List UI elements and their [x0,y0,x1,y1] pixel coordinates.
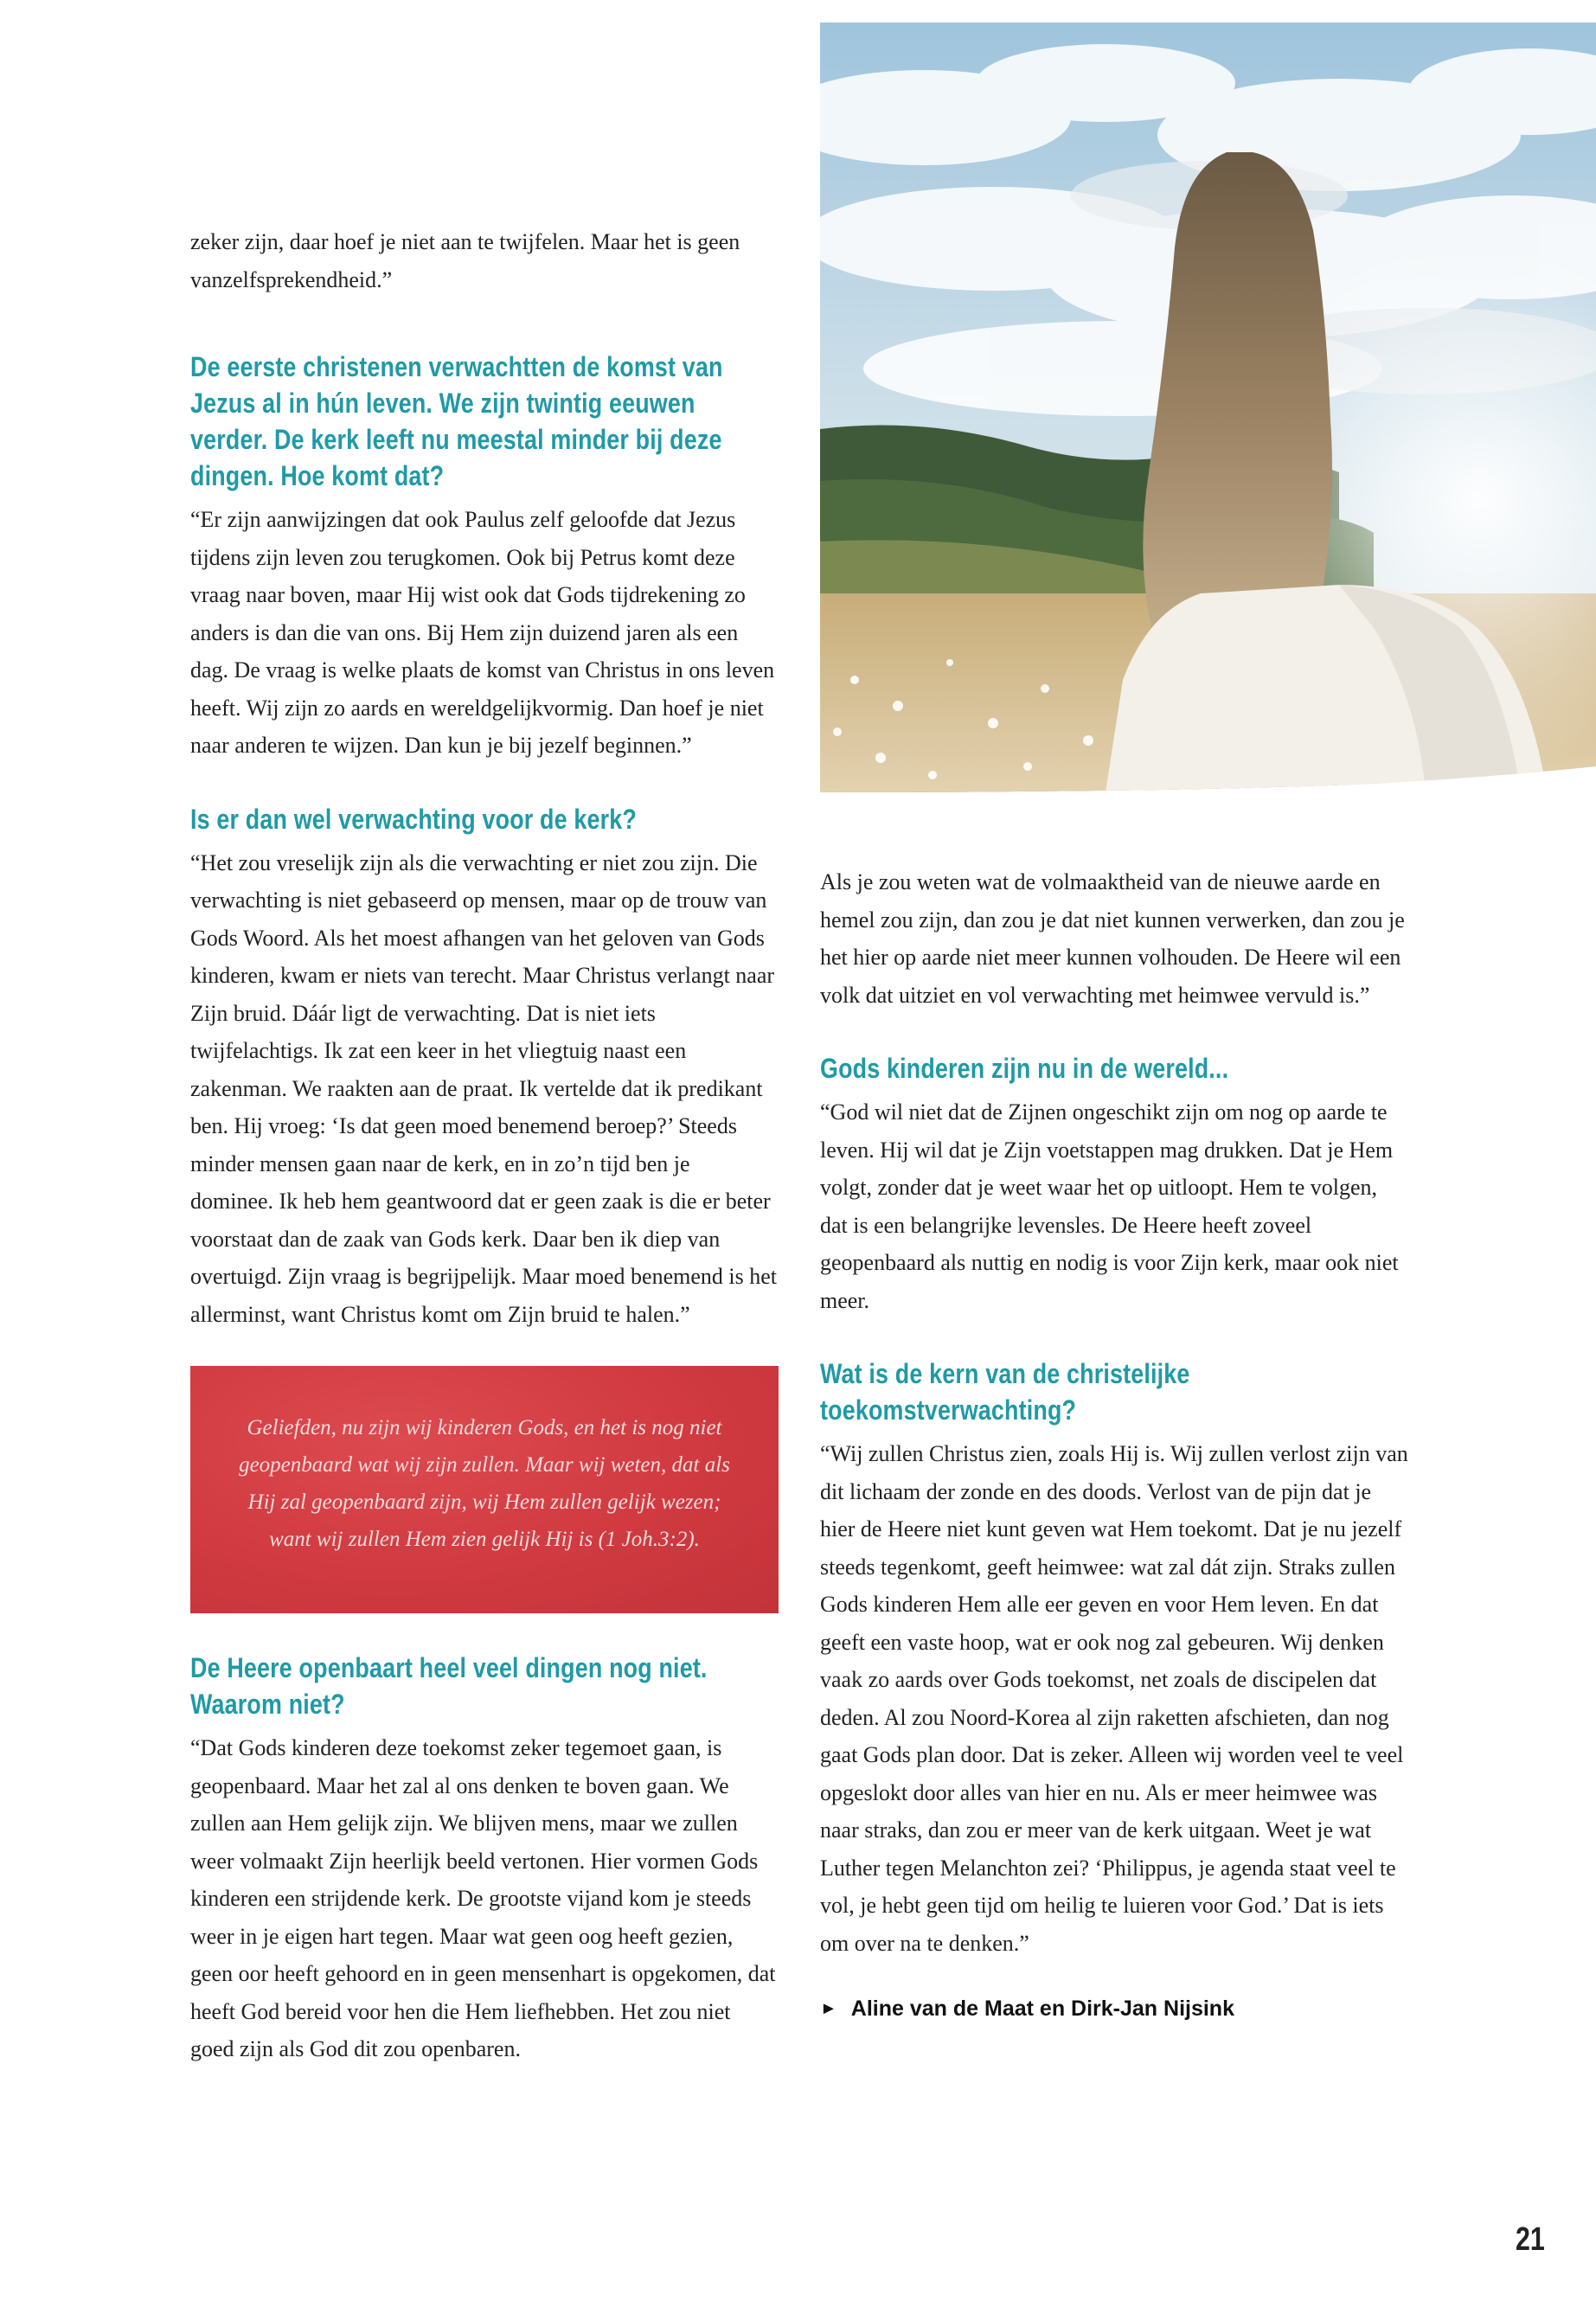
bible-quote: Geliefden, nu zijn wij kinderen Gods, en het is nog niet geopenbaard wat wij zijn zullen. Maar wij weten, dat als Hij zal geopenbaard zijn, wij Hem zullen gelijk wezen; want wij zullen Hem zien gelijk Hij is (1 Joh.3:2). [239,1416,730,1551]
question-heading: De eerste christenen verwachtten de komst van Jezus al in hún leven. We zijn twintig eeuwen verder. De kerk leeft nu meestal minder bij deze dingen. Hoe komt dat? [190,351,723,491]
paragraph: “Dat Gods kinderen deze toekomst zeker tegemoet gaan, is geopenbaard. Maar het zal al ons denken te boven gaan. We zullen aan Hem gelijk zijn. We blijven mens, maar we zullen weer volmaakt Zijn heerlijk beeld vertonen. Hier vormen Gods kinderen een strijdende kerk. De grootste vijand kom je steeds weer in je eigen hart tegen. Maar wat geen oog heeft gezien, geen oor heeft gehoord en in geen mensenhart is opgekomen, dat heeft God bereid voor hen die Hem liefhebben. Het zou niet goed zijn als God dit zou openbaren. [190,1735,776,2061]
paragraph: zeker zijn, daar hoef je niet aan te twijfelen. Maar het is geen vanzelfsprekendheid.” [190,229,740,292]
paragraph: “Wij zullen Christus zien, zoals Hij is. Wij zullen verlost zijn van dit lichaam der zonde en des doods. Verlost van de pijn dat je hier de Heere niet kunt geven wat Hem toekomt. Dat je nu jezelf steeds tegenkomt, geeft heimwee: wat zal dát zijn. Straks zullen Gods kinderen Hem alle eer geven en voor Hem leven. En dat geeft een vaste hoop, wat er ook nog zal gebeuren. Wij denken vaak zo aards over Gods toekomst, net zoals de discipelen dat deden. Al zou Noord-Korea al zijn raketten afschieten, dan nog gaat Gods plan door. Dat is zeker. Alleen wij worden veel te veel opgeslokt door alles van hier en nu. Als er meer heimwee was naar straks, dan zou er meer van de kerk uitgaan. Weet je wat Luther tegen Melanchton zei? ‘Philippus, je agenda staat veel te vol, je hebt geen tijd om heilig te luieren voor God.’ Dat is iets om over na te denken.” [820,1441,1408,1956]
right-column [820,863,1408,2022]
paragraph: “Het zou vreselijk zijn als die verwachting er niet zou zijn. Die verwachting is niet gebaseerd op mensen, maar op de trouw van Gods Woord. Als het moest afhangen van het geloven van Gods kinderen, kwam er niets van terecht. Maar Christus verlangt naar Zijn bruid. Dáár ligt de verwachting. Dat is niet iets twijfelachtigs. Ik zat een keer in het vliegtuig naast een zakenman. We raakten aan de praat. Ik vertelde dat ik predikant ben. Hij vroeg: ‘Is dat geen moed benemend beroep?’ Steeds minder mensen gaan naar de kerk, en in zo’n tijd ben je dominee. Ik heb hem geantwoord dat er geen zaak is die er beter voorstaat dan de zaak van Gods kerk. Daar ben ik diep van overtuigd. Zijn vraag is begrijpelijk. Maar moed benemend is het allerminst, want Christus komt om Zijn bruid te halen.” [190,849,777,1327]
question-heading: De Heere openbaart heel veel dingen nog niet. Waarom niet? [190,1652,708,1720]
author-byline [820,1997,1408,2022]
question-heading: Gods kinderen zijn nu in de wereld... [820,1053,1229,1084]
bible-quote-box [190,1366,779,1613]
left-column [190,223,779,2068]
paragraph: “Er zijn aanwijzingen dat ook Paulus zelf geloofde dat Jezus tijdens zijn leven zou terugkomen. Ook bij Petrus komt deze vraag naar boven, maar Hij wist ook dat Gods tijdrekening zo anders is dan die van ons. Bij Hem zijn duizend jaren als een dag. De vraag is welke plaats de komst van Christus in ons leven heeft. Wij zijn zo aards en wereldgelijkvormig. Dan hoef je niet naar anderen te wijzen. Dan kun je bij jezelf beginnen.” [190,507,775,758]
triangle-right-icon: ► [820,1999,837,2018]
author-names: Aline van de Maat en Dirk-Jan Nijsink [850,1997,1234,2021]
paragraph: “God wil niet dat de Zijnen ongeschikt zijn om nog op aarde te leven. Hij wil dat je Zijn voetstappen mag drukken. Dat je Hem volgt, zonder dat je weet waar het op uitloopt. Hem te volgen, dat is een belangrijke levensles. De Heere heeft zoveel geopenbaard als nuttig en nodig is voor Zijn kerk, maar ook niet meer. [820,1099,1399,1313]
page-number: 21 [1516,2221,1545,2258]
woman-in-meadow-photo [820,22,1596,792]
paragraph: Als je zou weten wat de volmaaktheid van de nieuwe aarde en hemel zou zijn, dan zou je dat niet kunnen verwerken, dan zou je het hier op aarde niet meer kunnen volhouden. De Heere wil een volk dat uitziet en vol verwachting met heimwee vervuld is.” [820,869,1405,1008]
question-heading: Is er dan wel verwachting voor de kerk? [190,803,637,835]
question-heading: Wat is de kern van de christelijke toekomstverwachting? [820,1358,1190,1426]
